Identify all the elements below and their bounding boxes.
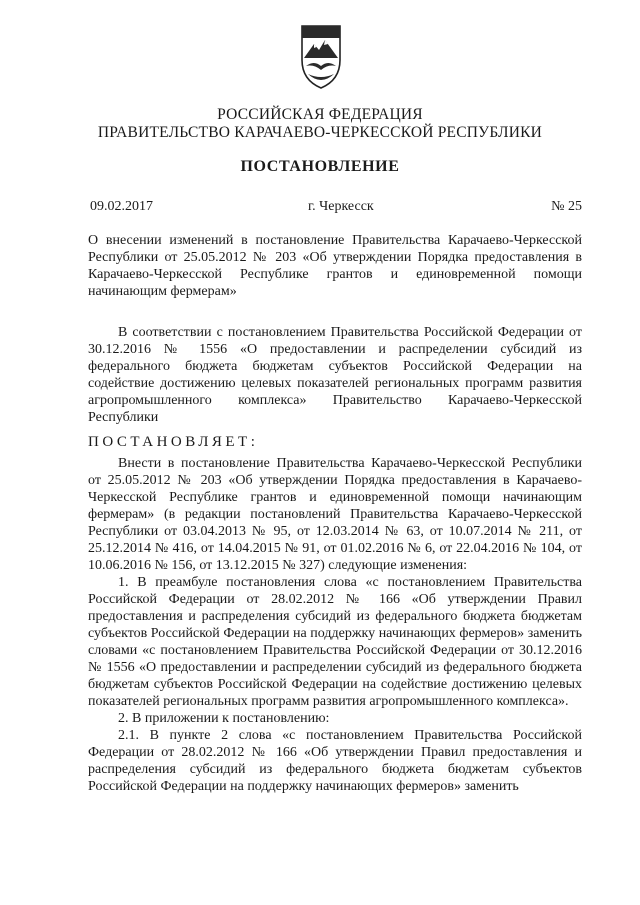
coat-of-arms-emblem-icon [298,20,344,92]
document-number: № 25 [551,199,582,214]
document-subject [88,232,582,300]
government-heading: ПРАВИТЕЛЬСТВО КАРАЧАЕВО-ЧЕРКЕССКОЙ РЕСПУБЛИКИ [97,124,543,141]
subject-text: О внесении изменений в постановление Правительства Карачаево-Черкесской Республики от 25.05.2012 № 203 «Об утверждении Порядка предоставления в Карачаево-Черкесской Республике грантов и единовременной помощи начинающим фермерам» [88,233,582,299]
item-2: 2. В приложении к постановлению: [118,711,330,726]
resolves-heading: ПОСТАНОВЛЯЕТ: [88,434,259,450]
document-date: 09.02.2017 [90,199,153,214]
country-heading: РОССИЙСКАЯ ФЕДЕРАЦИЯ [217,106,423,123]
body-intro: Внести в постановление Правительства Карачаево-Черкесской Республики от 25.05.2012 № 203 «Об утверждении Порядка предоставления в Карачаево-Черкесской Республике грантов и единовременной помощи начинающим фермерам» (в редакции постановлений Правительства Карачаево-Черкесской Республики от 03.04.2013 № 95, от 12.03.2014 № 63, от 10.07.2014 № 211, от 25.12.2014 № 416, от 14.04.2015 № 91, от 01.02.2016 № 6, от 22.04.2016 № 104, от 10.06.2016 № 156, от 13.12.2015 № 327) следующие изменения: [88,456,582,573]
document-meta-row [90,199,582,219]
preamble-block [88,324,582,426]
item-2-1: 2.1. В пункте 2 слова «с постановлением Правительства Российской Федерации от 28.02.2012 № 166 «Об утверждении Правил предоставления и распределения субсидий из федерального бюджета бюджетам субъектов Российской Федерации на поддержку начинающих фермеров» заменить [88,728,582,794]
preamble-text: В соответствии с постановлением Правительства Российской Федерации от 30.12.2016 № 1556 «О предоставлении и распределении субсидий из федерального бюджета бюджетам субъектов Российской Федерации на содействие достижению целевых показателей региональных программ развития агропромышленного комплекса» Правительство Карачаево-Черкесской Республики [88,325,582,425]
document-city: г. Черкесск [308,199,374,214]
document-type-title: ПОСТАНОВЛЕНИЕ [240,158,400,175]
item-1: 1. В преамбуле постановления слова «с постановлением Правительства Российской Федерации от 28.02.2012 № 166 «Об утверждении Правил предоставления и распределения субсидий из федерального бюджета бюджетам субъектов Российской Федерации на поддержку начинающих фермеров» заменить словами «с постановлением Правительства Российской Федерации от 30.12.2016 № 1556 «О предоставлении и распределении субсидий из федерального бюджета бюджетам субъектов Российской Федерации на содействие достижению целевых показателей региональных программ развития агропромышленного комплекса». [88,575,582,709]
resolution-body [88,455,582,795]
